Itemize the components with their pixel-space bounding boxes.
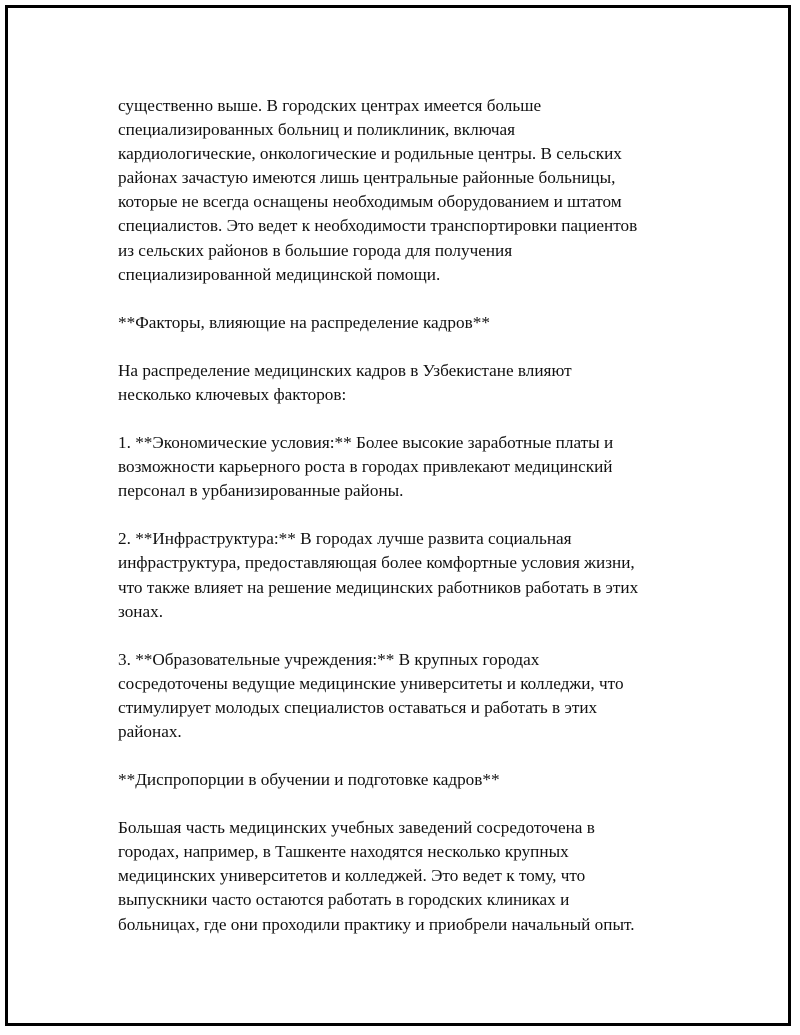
text-line: районах зачастую имеются лишь центральные районные больницы, — [118, 168, 616, 188]
text-line: 1. **Экономические условия:** Более высокие заработные платы и — [118, 433, 614, 453]
list-item-educational-institutions — [118, 648, 688, 744]
text-line: медицинских университетов и колледжей. Это ведет к тому, что — [118, 866, 586, 886]
text-line: что также влияет на решение медицинских работников работать в этих — [118, 577, 639, 597]
text-line: инфраструктура, предоставляющая более комфортные условия жизни, — [118, 553, 635, 573]
text-line: специализированных больниц и поликлиник, включая — [118, 120, 516, 140]
text-line: 3. **Образовательные учреждения:** В крупных городах — [118, 649, 540, 669]
text-line: зонах. — [118, 601, 163, 621]
paragraph-factors-intro — [118, 359, 688, 407]
text-line: кардиологические, онкологические и родильные центры. В сельских — [118, 144, 622, 164]
text-line: больницах, где они проходили практику и приобрели начальный опыт. — [118, 914, 635, 934]
list-item-infrastructure — [118, 527, 688, 623]
text-line: возможности карьерного роста в городах привлекают медицинский — [118, 457, 613, 477]
text-line: существенно выше. В городских центрах имеется больше — [118, 96, 542, 115]
text-line: Большая часть медицинских учебных заведений сосредоточена в — [118, 818, 595, 838]
text-line: На распределение медицинских кадров в Узбекистане влияют — [118, 360, 572, 380]
text-line: из сельских районов в большие города для получения — [118, 240, 513, 260]
list-item-economic-conditions — [118, 431, 688, 503]
paragraph-specialized-hospitals — [118, 94, 688, 287]
section-heading-factors — [118, 311, 688, 335]
text-line: сосредоточены ведущие медицинские университеты и колледжи, что — [118, 673, 624, 693]
paragraph-education-concentration — [118, 816, 688, 936]
text-line: несколько ключевых факторов: — [118, 384, 347, 404]
text-line: специалистов. Это ведет к необходимости транспортировки пациентов — [118, 216, 638, 236]
text-line: выпускники часто остаются работать в городских клиниках и — [118, 890, 570, 910]
text-line: городах, например, в Ташкенте находятся несколько крупных — [118, 842, 569, 862]
document-body — [118, 94, 688, 961]
section-heading-disproportions — [118, 768, 688, 792]
text-line: **Факторы, влияющие на распределение кадров** — [118, 312, 490, 332]
text-line: стимулирует молодых специалистов оставаться и работать в этих — [118, 697, 598, 717]
text-line: персонал в урбанизированные районы. — [118, 481, 404, 501]
text-line: специализированной медицинской помощи. — [118, 264, 441, 284]
text-line: которые не всегда оснащены необходимым оборудованием и штатом — [118, 192, 622, 212]
text-line: 2. **Инфраструктура:** В городах лучше развита социальная — [118, 529, 572, 549]
text-line: районах. — [118, 721, 182, 741]
text-line: **Диспропорции в обучении и подготовке кадров** — [118, 770, 500, 790]
